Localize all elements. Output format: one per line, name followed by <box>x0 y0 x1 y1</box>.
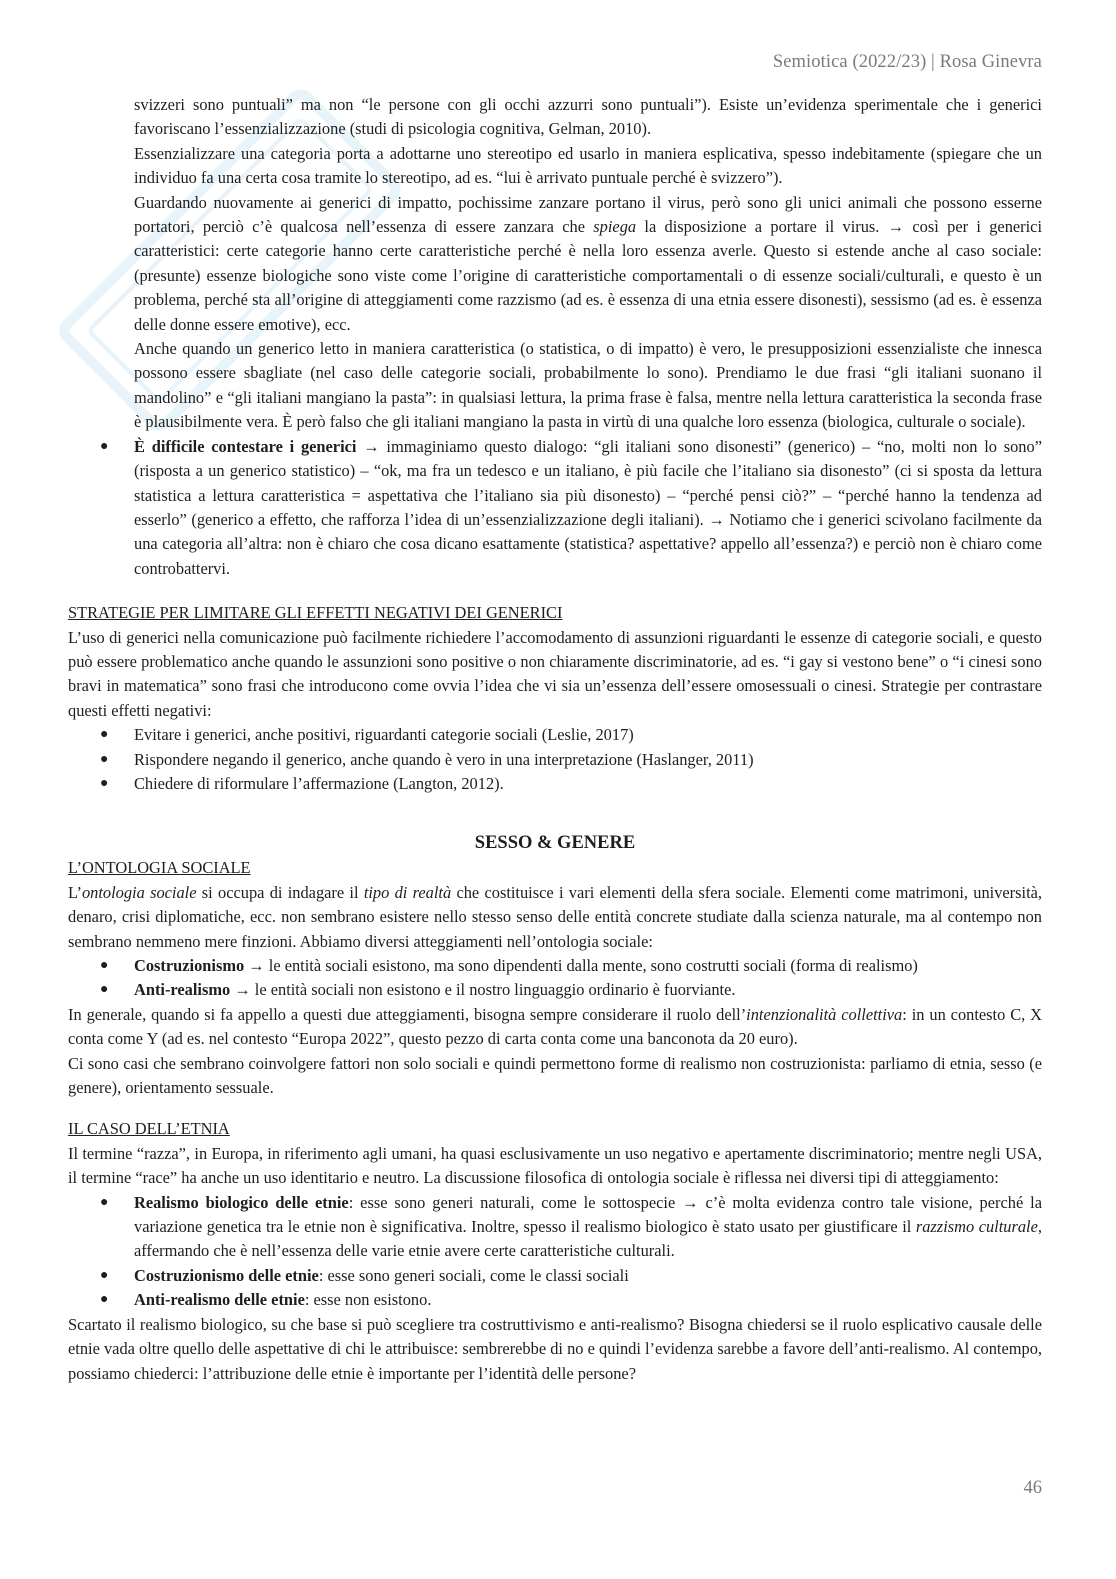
bullet-dot-icon: ● <box>100 438 109 454</box>
list-item: ● Costruzionismo delle etnie: esse sono generi sociali, come le classi sociali <box>68 1264 1042 1288</box>
bullet-list <box>68 435 1042 581</box>
page-number: 46 <box>1023 1478 1042 1498</box>
list-item: ● Anti-realismo → le entità sociali non esistono e il nostro linguaggio ordinario è fuorviante. <box>68 978 1042 1002</box>
bullet-dot-icon: ● <box>100 982 109 998</box>
bullet-dot-icon: ● <box>100 1194 109 1210</box>
paragraph: svizzeri sono puntuali” ma non “le persone con gli occhi azzurri sono puntuali”). Esiste un’evidenza sperimentale che i generici favoriscano l’essenzializzazione (studi di psicologia cognitiva, Gelman, 2010). <box>134 95 1042 139</box>
bullet-dot-icon: ● <box>100 775 109 791</box>
bullet-dot-icon: ● <box>100 727 109 743</box>
intro-block <box>134 93 1042 435</box>
paragraph: Essenzializzare una categoria porta a adottarne uno stereotipo ed usarlo in maniera esplicativa, spesso indebitamente (spiegare che un individuo fa una certa cosa tramite lo stereotipo, ad es. “lui è arrivato puntuale perché è svizzero”). <box>134 143 1042 188</box>
section-heading-strategie: STRATEGIE PER LIMITARE GLI EFFETTI NEGATIVI DEI GENERICI <box>68 603 563 623</box>
list-item: ● Chiedere di riformulare l’affermazione (Langton, 2012). <box>68 772 1042 796</box>
paragraph: L’uso di generici nella comunicazione può facilmente richiedere l’accomodamento di assunzioni riguardanti le essenze di categorie sociali, e questo può essere problematico anche quando le assunzioni sono positive o non chiaramente discriminatorie, ad es. “i gay si vestono bene” o “i cinesi sono bravi in matematica” sono frasi che introducono come ovvia l’idea che vi sia un’essenza dell’essere omosessuali o cinesi. Strategie per contrastare questi effetti negativi: <box>68 627 1042 720</box>
paragraph: Anche quando un generico letto in maniera caratteristica (o statistica, o di impatto) è vero, le presupposizioni essenzialiste che innesca possono essere sbagliate (nel caso delle categorie sociali, probabilmente lo sono). Prendiamo le due frasi “gli italiani suonano il mandolino” e “gli italiani mangiano la pasta”: in qualsiasi lettura, la prima frase è falsa, mentre nella lettura caratteristica la seconda frase è plausibilmente vera. È però falso che gli italiani mangiano la pasta in virtù di una qualche loro essenza (biologica, culturale o sociale). <box>134 339 1042 432</box>
list-item: ● Realismo biologico delle etnie: esse sono generi naturali, come le sottospecie → c’è molta evidenza contro tale visione, perché la variazione genetica tra le etnie non è significativa. Inoltre, spesso il realismo biologico è stato usato per giustificare il razzismo culturale, affermando che è nell’essenza delle varie etnie avere certe caratteristiche culturali. <box>100 1192 1042 1261</box>
paragraph: Scartato il realismo biologico, su che base si può scegliere tra costruttivismo e anti-realismo? Bisogna chiedersi se il ruolo esplicativo causale delle etnie vada oltre quello delle aspettative di chi le attribuisce: sembrerebbe di no e quindi l’evidenza sarebbe a favore dell’anti-realismo. Al contempo, possiamo chiederci: l’attribuzione delle etnie è importante per l’identità delle persone? <box>68 1314 1042 1383</box>
list-item: ● Evitare i generici, anche positivi, riguardanti categorie sociali (Leslie, 2017) <box>68 723 1042 747</box>
paragraph: Ci sono casi che sembrano coinvolgere fattori non solo sociali e quindi permettono forme di realismo non costruzionista: parliamo di etnia, sesso (e genere), orientamento sessuale. <box>68 1053 1042 1098</box>
list-item: ● Rispondere negando il generico, anche quando è vero in una interpretazione (Haslanger, 2011) <box>68 748 1042 772</box>
bullet-list <box>68 954 1042 1003</box>
bullet-list <box>68 1191 1042 1313</box>
bullet-dot-icon: ● <box>100 958 109 973</box>
page-header: Semiotica (2022/23) | Rosa Ginevra <box>772 52 1042 72</box>
bullet-list <box>68 723 1042 796</box>
list-item: ● Anti-realismo delle etnie: esse non esistono. <box>68 1288 1042 1312</box>
paragraph: Guardando nuovamente ai generici di impatto, pochissime zanzare portano il virus, però sono gli unici animali che possono esserne portatori, perciò c’è qualcosa nell’essenza di essere zanzara che spiega la disposizione a portare il virus. → così per i generici caratteristici: certe categorie hanno certe caratteristiche perché è nella loro essenza averle. Questo si estende anche al caso sociale: (presunte) essenze biologiche sono viste come l’origine di caratteristiche comportamentali o di essenze sociali/culturali, e questo è un problema, perché sta all’origine di atteggiamenti come razzismo (ad es. è essenza di una etnia essere disonesti), sessismo (ad es. è essenza delle donne essere emotive), ecc. <box>134 192 1043 334</box>
list-item: ● Costruzionismo → le entità sociali esistono, ma sono dipendenti dalla mente, sono costrutti sociali (forma di realismo) <box>68 954 1042 978</box>
section-heading-etnia: IL CASO DELL’ETNIA <box>68 1119 230 1139</box>
paragraph: L’ontologia sociale si occupa di indagare il tipo di realtà che costituisce i vari elementi della sfera sociale. Elementi come matrimoni, università, denaro, crisi diplomatiche, ecc. non sembrano esistere nello stesso senso delle entità concrete studiate dalla scienza naturale, ma al contempo non sembrano nemmeno mere finzioni. Abbiamo diversi atteggiamenti nell’ontologia sociale: <box>68 882 1042 951</box>
bullet-dot-icon: ● <box>100 751 109 767</box>
bullet-dot-icon: ● <box>100 1292 109 1308</box>
bullet-dot-icon: ● <box>100 1267 109 1283</box>
section-heading-ontologia: L’ONTOLOGIA SOCIALE <box>68 858 251 878</box>
paragraph: Il termine “razza”, in Europa, in riferimento agli umani, ha quasi esclusivamente un uso negativo e apertamente discriminatorio; mentre negli USA, il termine “race” ha anche un uso identitario e neutro. La discussione filosofica di ontologia sociale è riflessa nei diversi tipi di atteggiamento: <box>68 1143 1042 1188</box>
list-item: ● È difficile contestare i generici → immaginiamo questo dialogo: “gli italiani sono disonesti” (generico) – “no, molti non lo sono” (risposta a un generico statistico) – “ok, ma fra un tedesco e un italiano, è più facile che l’italiano sia disonesto” (ci si sposta da lettura statistica a lettura caratteristica = aspettativa che l’italiano sia più disonesto) – “perché pensi ciò?” – “perché hanno la tendenza ad esserlo” (generico a effetto, che rafforza l’idea di un’essenzializzazione degli italiani). → Notiamo che i generici scivolano facilmente da una categoria all’altra: non è chiaro che cosa dicano esattamente (statistica? aspettative? appello all’essenza?) e perciò non è chiaro come controbattervi. <box>100 436 1042 578</box>
section-title: SESSO & GENERE <box>474 833 636 854</box>
document-body <box>68 93 1042 1386</box>
paragraph: In generale, quando si fa appello a questi due atteggiamenti, bisogna sempre considerare il ruolo dell’intenzionalità collettiva: in un contesto C, X conta come Y (ad es. nel contesto “Europa 2022”, questo pezzo di carta conta come una banconota da 20 euro). <box>68 1004 1043 1049</box>
